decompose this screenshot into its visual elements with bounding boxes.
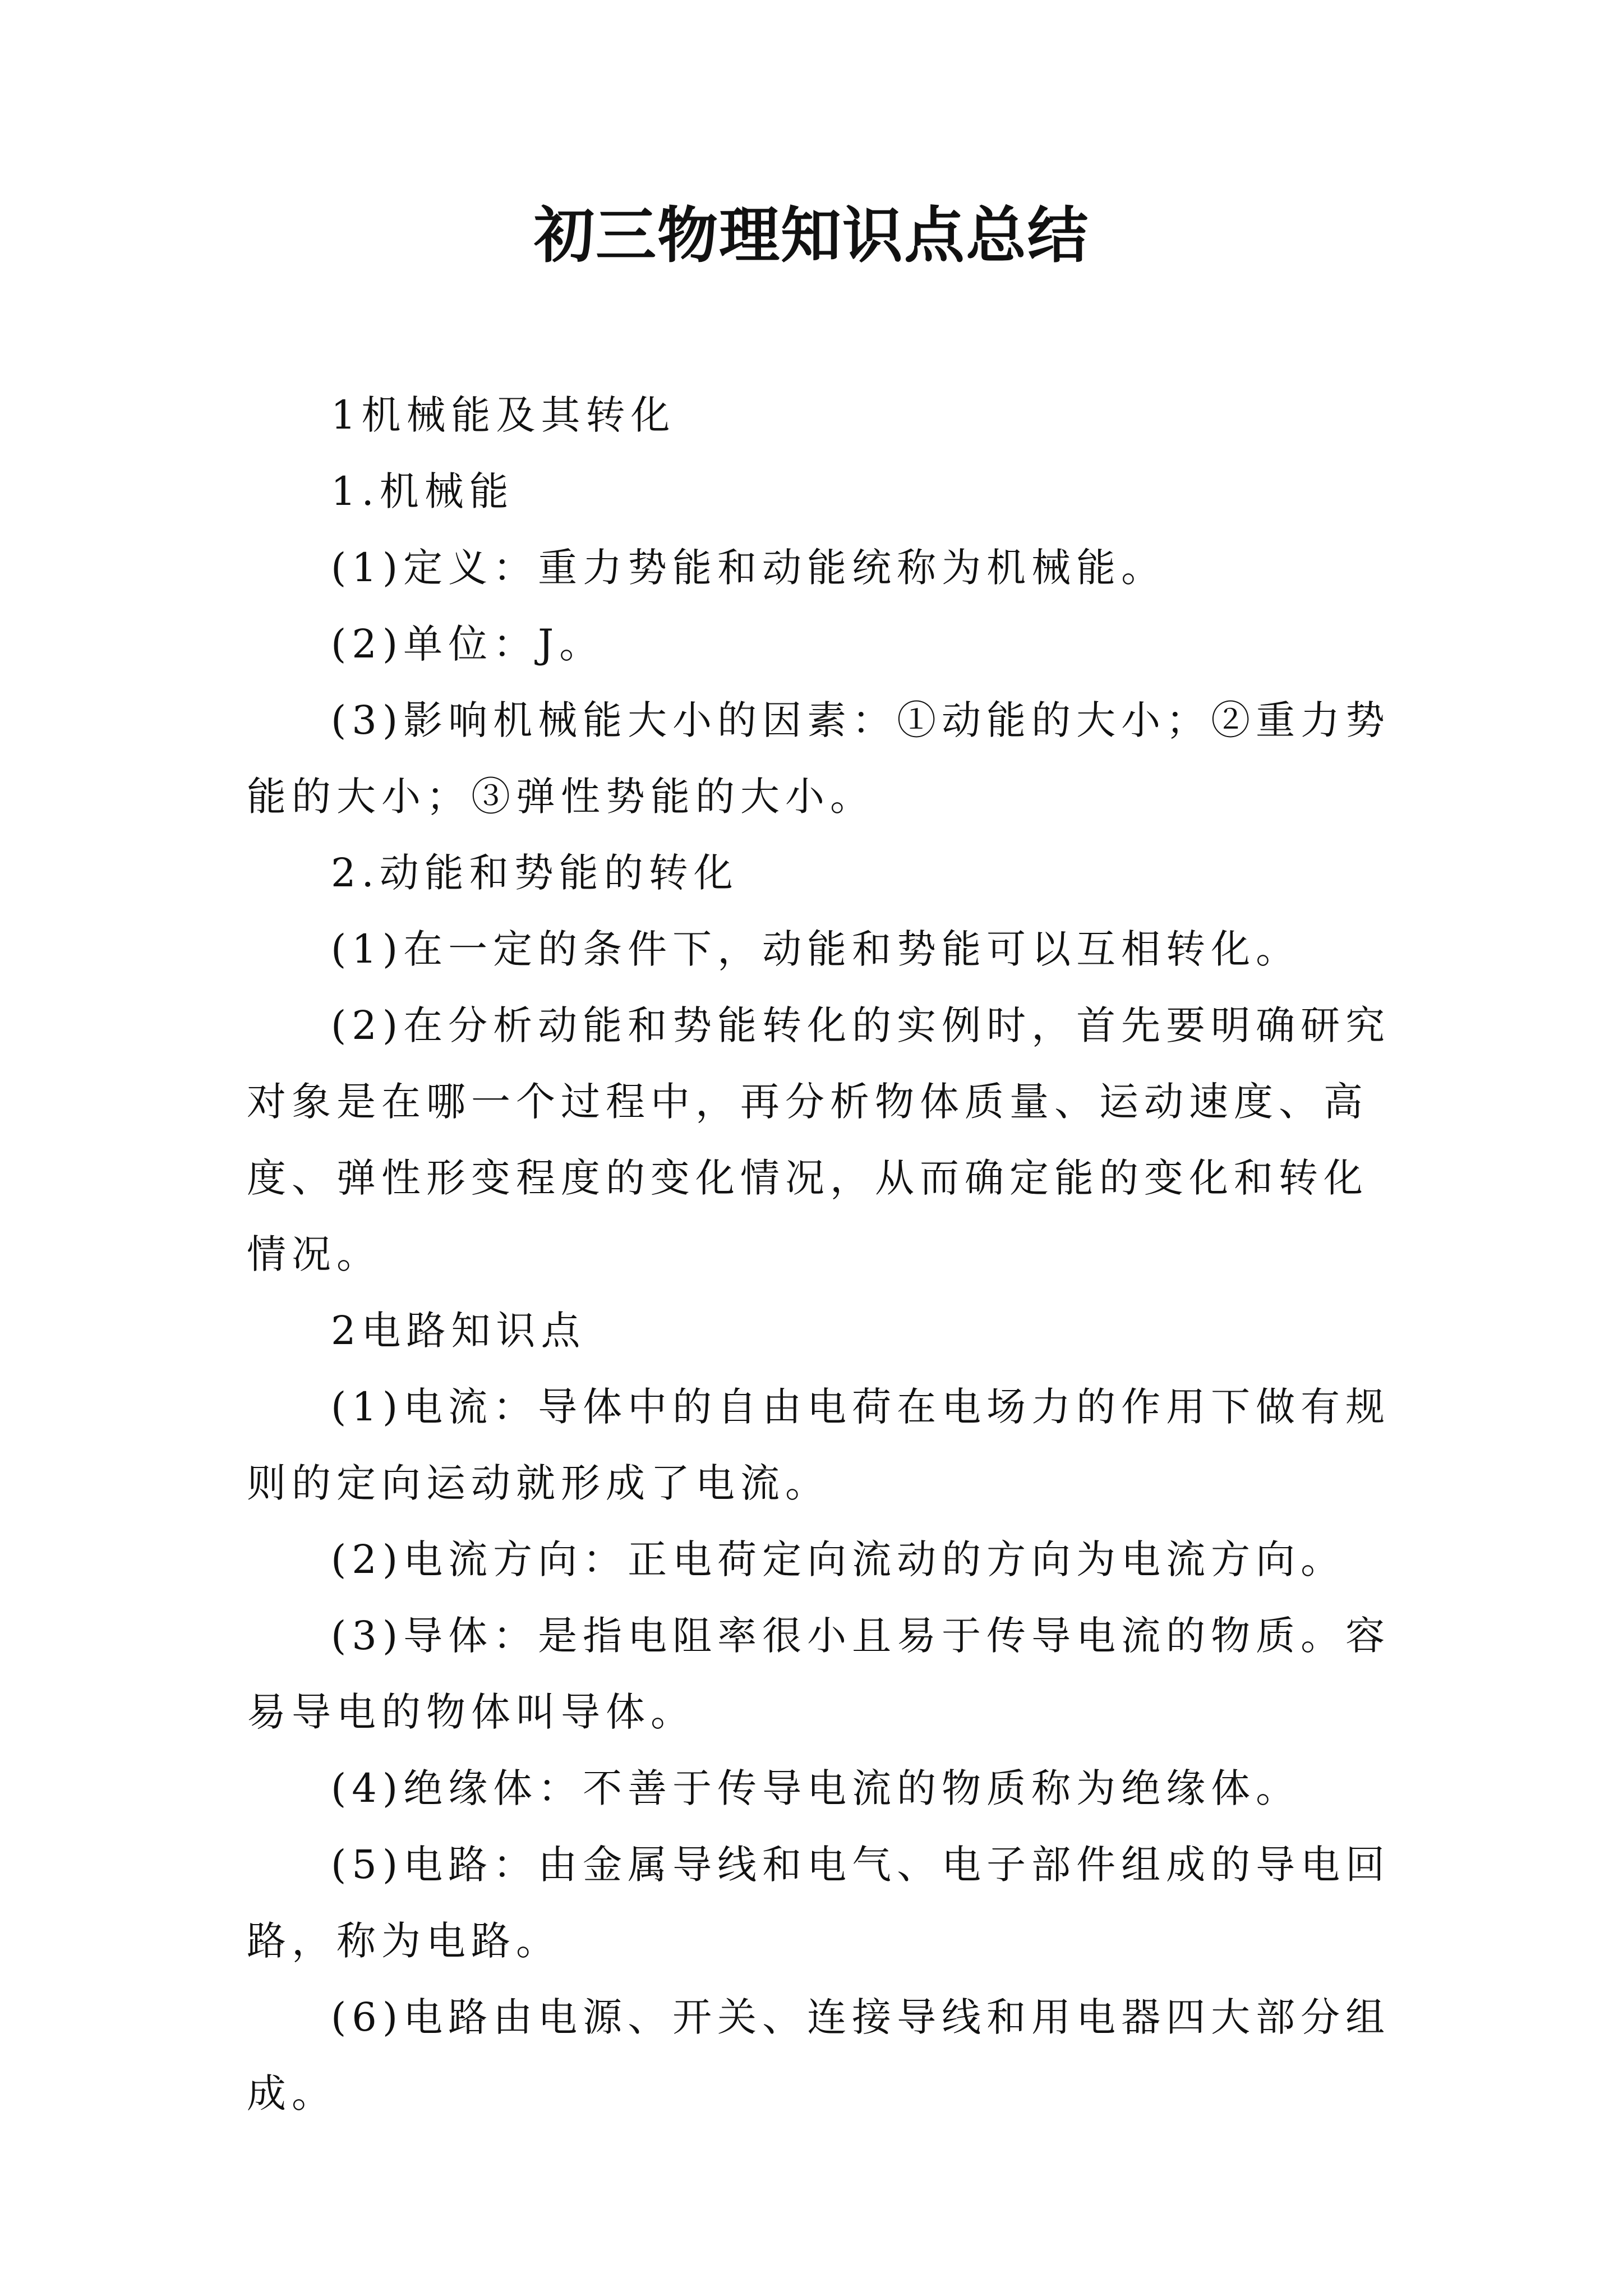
paragraph-influencing-factors: (3)影响机械能大小的因素：①动能的大小；②重力势能的大小；③弹性势能的大小。	[247, 697, 1391, 820]
paragraph-conversion-analysis: (2)在分析动能和势能转化的实例时，首先要明确研究对象是在哪一个过程中，再分析物体质量、运动速度、高度、弹性形变程度的变化情况，从而确定能的变化和转化情况。	[247, 1002, 1391, 1277]
document-body	[247, 377, 1402, 2132]
paragraph-current-direction: (2)电流方向：正电荷定向流动的方向为电流方向。	[331, 1536, 1346, 1582]
paragraph-unit: (2)单位：J。	[331, 621, 605, 667]
page-title: 初三物理知识点总结	[533, 200, 1089, 271]
paragraph-definition: (1)定义：重力势能和动能统称为机械能。	[331, 545, 1166, 591]
paragraph-current: (1)电流：导体中的自由电荷在电场力的作用下做有规则的定向运动就形成了电流。	[247, 1384, 1391, 1506]
subheading-mechanical-energy: 1.机械能	[331, 468, 514, 514]
section-heading-mechanical-energy: 1机械能及其转化	[331, 392, 676, 438]
paragraph-circuit-components: (6)电路由电源、开关、连接导线和用电器四大部分组成。	[247, 1994, 1391, 2116]
paragraph-conversion-condition: (1)在一定的条件下，动能和势能可以互相转化。	[331, 926, 1301, 972]
paragraph-insulator: (4)绝缘体：不善于传导电流的物质称为绝缘体。	[331, 1765, 1301, 1811]
subheading-energy-conversion: 2.动能和势能的转化	[331, 850, 739, 896]
paragraph-conductor: (3)导体：是指电阻率很小且易于传导电流的物质。容易导电的物体叫导体。	[247, 1613, 1391, 1735]
paragraph-circuit: (5)电路：由金属导线和电气、电子部件组成的导电回路，称为电路。	[247, 1842, 1391, 1964]
section-heading-circuits: 2电路知识点	[331, 1308, 586, 1354]
